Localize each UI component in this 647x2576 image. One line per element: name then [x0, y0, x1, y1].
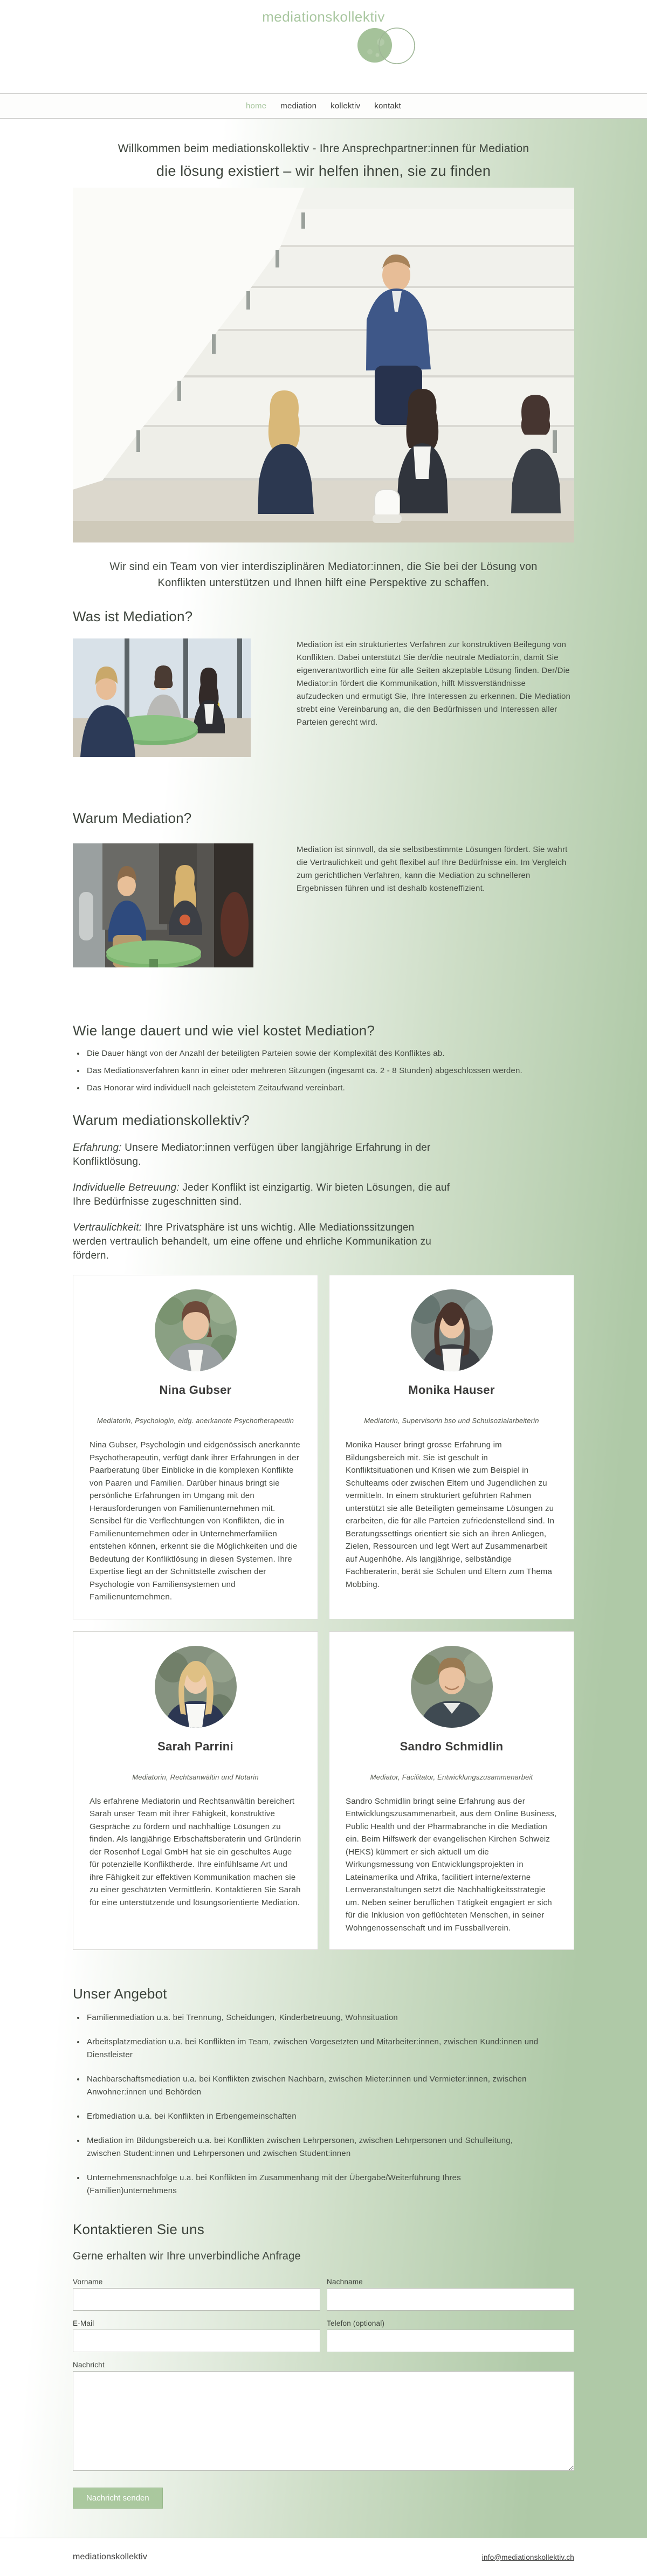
email-label: E-Mail: [73, 2319, 94, 2327]
avatar-monika-hauser: [411, 1289, 493, 1371]
member-name: Sandro Schmidlin: [400, 1739, 504, 1753]
photo-was-ist-mediation: [73, 638, 251, 757]
team-card-sarah-parrini: [73, 1631, 318, 1950]
telefon-input[interactable]: [327, 2330, 574, 2352]
heading-kontakt: Kontaktieren Sie uns: [73, 2221, 204, 2237]
member-role: Mediatorin, Psychologin, eidg. anerkannte Psychotherapeutin: [97, 1417, 294, 1425]
text-was-ist-mediation: Mediation ist ein strukturiertes Verfahren zur konstruktiven Beilegung von Konflikten. Dabei unterstützt Sie der/die neutrale Mediator:in, damit Sie eigenverantwortlich eine für alle Seiten akzeptable Lösung finden. Der/Die Mediator:in fördert die Kommunikation, hilft Missverständnisse aufzudecken und ermutigt Sie, Ihre Interessen zu erkennen. Die Mediation strebt eine Vereinbarung an, die den Bedürfnissen und Interessen aller Parteien gerecht wird.: [297, 640, 571, 727]
photo-warum-mediation: [73, 843, 253, 967]
vorname-label: Vorname: [73, 2278, 103, 2286]
main-content: [0, 119, 647, 2538]
intro-text: Wir sind ein Team von vier interdisziplinären Mediator:innen, die Sie bei der Lösung von Konflikten unterstützen und Ihnen hilft eine Perspektive zu schaffen.: [109, 561, 538, 589]
heading-warum-mediation: Warum Mediation?: [73, 810, 192, 826]
why-point-erfahrung: Erfahrung: Unsere Mediator:innen verfügen über langjährige Erfahrung in der Konfliktlösung.: [73, 1142, 431, 1167]
angebot-bullet: Arbeitsplatzmediation u.a. bei Konflikten im Team, zwischen Vorgesetzten und Mitarbeiter:innen, zwischen Kund:innen und Dienstleister: [73, 2036, 547, 2062]
member-name: Monika Hauser: [408, 1383, 495, 1397]
footer-brand: mediationskollektiv: [73, 2552, 148, 2561]
heading-warum-kollektiv: Warum mediationskollektiv?: [73, 1112, 250, 1128]
logo: [237, 0, 410, 25]
angebot-bullet: Mediation im Bildungsbereich u.a. bei Konflikten zwischen Lehrpersonen, zwischen Lehrpersonen und Schulleitung, zwischen Student:innen und Lehrpersonen und zwischen Student:innen: [73, 2134, 547, 2160]
angebot-bullet: Unternehmensnachfolge u.a. bei Konflikten im Zusammenhang mit der Übergabe/Weiterführung Ihres (Familien)unternehmens: [73, 2172, 547, 2197]
member-bio: Monika Hauser bringt grosse Erfahrung im Bildungsbereich mit. Sie ist geschult in Konfliktsituationen und Krisen wie zum Beispiel in Schulteams oder zwischen Eltern und Jugendlichen zu vermitteln. In einem strukturiert geführten Rahmen unterstützt sie alle Beteiligten gemeinsame Lösungen zu erarbeiten, die für alle Parteien zufriedenstellend sind. In Beratungssettings orientiert sie sich an ihren Anliegen, Zielen, Ressourcen und legt Wert auf Zusammenarbeit auf Augenhöhe. Als langjährige, selbständige Fachberaterin, berät sie Schulen und Eltern zum Thema Mobbing.: [346, 1440, 555, 1589]
member-bio: Sandro Schmidlin bringt seine Erfahrung aus der Entwicklungszusammenarbeit, aus dem Online Business, Public Health und der Pharmabranche in die Mediation ein. Beim Hilfswerk der evangelischen Kirchen Schweiz (HEKS) kümmert er sich aktuell um die Wirkungsmessung von Entwicklungsprojekten in Lateinamerika und Afrika, facilitiert interne/externe Lernveranstaltungen setzt die Nachhaltigkeitsstrategie um. Neben seiner beruflichen Tätigkeit engagiert er sich für die Inklusion von geflüchteten Menschen, in seiner Wohngenossenschaft und im Fussballverein.: [346, 1796, 557, 1933]
main-nav: [0, 93, 647, 119]
site-footer: [0, 2538, 647, 2576]
email-input[interactable]: [73, 2330, 320, 2352]
nachricht-senden-button[interactable]: Nachricht senden: [73, 2488, 163, 2509]
member-bio: Nina Gubser, Psychologin und eidgenössisch anerkannte Psychotherapeutin, verfügt dank ihrer Erfahrungen in der Paarberatung über Einblicke in die komplexen Konflikte von Paaren und Familien. Darüber hinaus bringt sie persönliche Erfahrungen im Umgang mit den Herausforderungen von Familienunternehmen mit. Sensibel für die Verflechtungen von Konflikten, die in Familienunternehmen oder in Unternehmerfamilien entstehen können, erkennt sie die Möglichkeiten und die Bedeutung der Konfliktlösung in diesen Systemen. Ihre Expertise liegt an der Schnittstelle zwischen der Psychologie von Familiensystemen und Familienunternehmen.: [90, 1440, 300, 1602]
why-point-vertraulichkeit: Vertraulichkeit: Ihre Privatsphäre ist uns wichtig. Alle Mediationssitzungen werden vertraulich behandelt, um eine offene und ehrliche Kommunikation zu fördern.: [73, 1222, 432, 1261]
team-card-monika-hauser: [329, 1275, 574, 1619]
why-point-betreuung: Individuelle Betreuung: Jeder Konflikt ist einzigartig. Wir bieten Lösungen, die auf Ihre Bedürfnisse zugeschnitten sind.: [73, 1182, 450, 1207]
dauer-bullet: Die Dauer hängt von der Anzahl der beteiligten Parteien sowie der Komplexität des Konfliktes ab.: [73, 1047, 574, 1060]
angebot-bullet: Erbmediation u.a. bei Konflikten in Erbengemeinschaften: [73, 2110, 547, 2123]
dauer-bullet: Das Honorar wird individuell nach geleistetem Zeitaufwand vereinbart.: [73, 1082, 574, 1095]
avatar-nina-gubser: [155, 1289, 237, 1371]
angebot-bullet-list: [73, 2011, 574, 2197]
team-card-nina-gubser: [73, 1275, 318, 1619]
nav-item-kontakt[interactable]: kontakt: [374, 101, 402, 111]
nav-item-mediation[interactable]: mediation: [280, 101, 317, 111]
team-photo: [73, 188, 574, 542]
telefon-label: Telefon (optional): [327, 2319, 385, 2327]
angebot-bullet: Nachbarschaftsmediation u.a. bei Konflikten zwischen Nachbarn, zwischen Mieter:innen und Vermieter:innen, zwischen Anwohner:innen und Behörden: [73, 2073, 547, 2099]
hero-title: Willkommen beim mediationskollektiv - Ihre Ansprechpartner:innen für Mediation: [118, 142, 529, 155]
dauer-bullet: Das Mediationsverfahren kann in einer oder mehreren Sitzungen (ingesamt ca. 2 - 8 Stunden) abgeschlossen werden.: [73, 1064, 574, 1077]
logo-text: mediationskollektiv: [262, 9, 385, 25]
dauer-bullet-list: [73, 1047, 574, 1095]
heading-dauer-kosten: Wie lange dauert und wie viel kostet Mediation?: [73, 1022, 375, 1039]
member-role: Mediator, Facilitator, Entwicklungszusammenarbeit: [370, 1773, 533, 1781]
site-header: [0, 0, 647, 93]
nachricht-label: Nachricht: [73, 2361, 105, 2369]
member-role: Mediatorin, Supervisorin bso und Schulsozialarbeiterin: [364, 1417, 539, 1425]
angebot-bullet: Familienmediation u.a. bei Trennung, Scheidungen, Kinderbetreuung, Wohnsituation: [73, 2011, 547, 2024]
nav-item-kollektiv[interactable]: kollektiv: [331, 101, 361, 111]
nachname-input[interactable]: [327, 2288, 574, 2311]
team-card-sandro-schmidlin: [329, 1631, 574, 1950]
team-grid: [73, 1275, 574, 1950]
heading-was-ist-mediation: Was ist Mediation?: [73, 608, 193, 624]
nachricht-textarea[interactable]: [73, 2371, 574, 2471]
hero-subtitle: die lösung existiert – wir helfen ihnen, sie zu finden: [156, 163, 491, 179]
nachname-label: Nachname: [327, 2278, 363, 2286]
member-name: Nina Gubser: [159, 1383, 232, 1397]
member-role: Mediatorin, Rechtsanwältin und Notarin: [132, 1773, 259, 1781]
member-bio: Als erfahrene Mediatorin und Rechtsanwältin bereichert Sarah unser Team mit ihrer Fähigkeit, konstruktive Gespräche zu fördern und nachhaltige Lösungen zu finden. Als langjährige Erbschaftsberaterin und Gründerin der Rosenhof Legal GmbH hat sie ein geschultes Auge für potenzielle Konfliktherde. Ihre einfühlsame Art und ihre Fähigkeit zur effektiven Kommunikation machen sie zu einer geschätzten Vermittlerin. Kontaktieren Sie Sarah für eine unterstützende und lösungsorientierte Mediation.: [90, 1796, 301, 1907]
kontakt-subheading: Gerne erhalten wir Ihre unverbindliche Anfrage: [73, 2250, 301, 2262]
footer-email-link[interactable]: info@mediationskollektiv.ch: [481, 2553, 574, 2561]
avatar-sarah-parrini: [155, 1646, 237, 1728]
vorname-input[interactable]: [73, 2288, 320, 2311]
member-name: Sarah Parrini: [157, 1739, 233, 1753]
avatar-sandro-schmidlin: [411, 1646, 493, 1728]
text-warum-mediation: Mediation ist sinnvoll, da sie selbstbestimmte Lösungen fördert. Sie wahrt die Vertraulichkeit und geht flexibel auf Ihre Bedürfnisse ein. Im Vergleich zum gerichtlichen Verfahren, kann die Mediation zu schnelleren Ergebnissen führen und ist deshalb kosteneffizient.: [297, 845, 568, 893]
contact-form: [73, 2278, 574, 2509]
nav-item-home[interactable]: home: [245, 101, 267, 111]
heading-angebot: Unser Angebot: [73, 1986, 167, 2002]
logo-circles-icon: [357, 26, 417, 66]
